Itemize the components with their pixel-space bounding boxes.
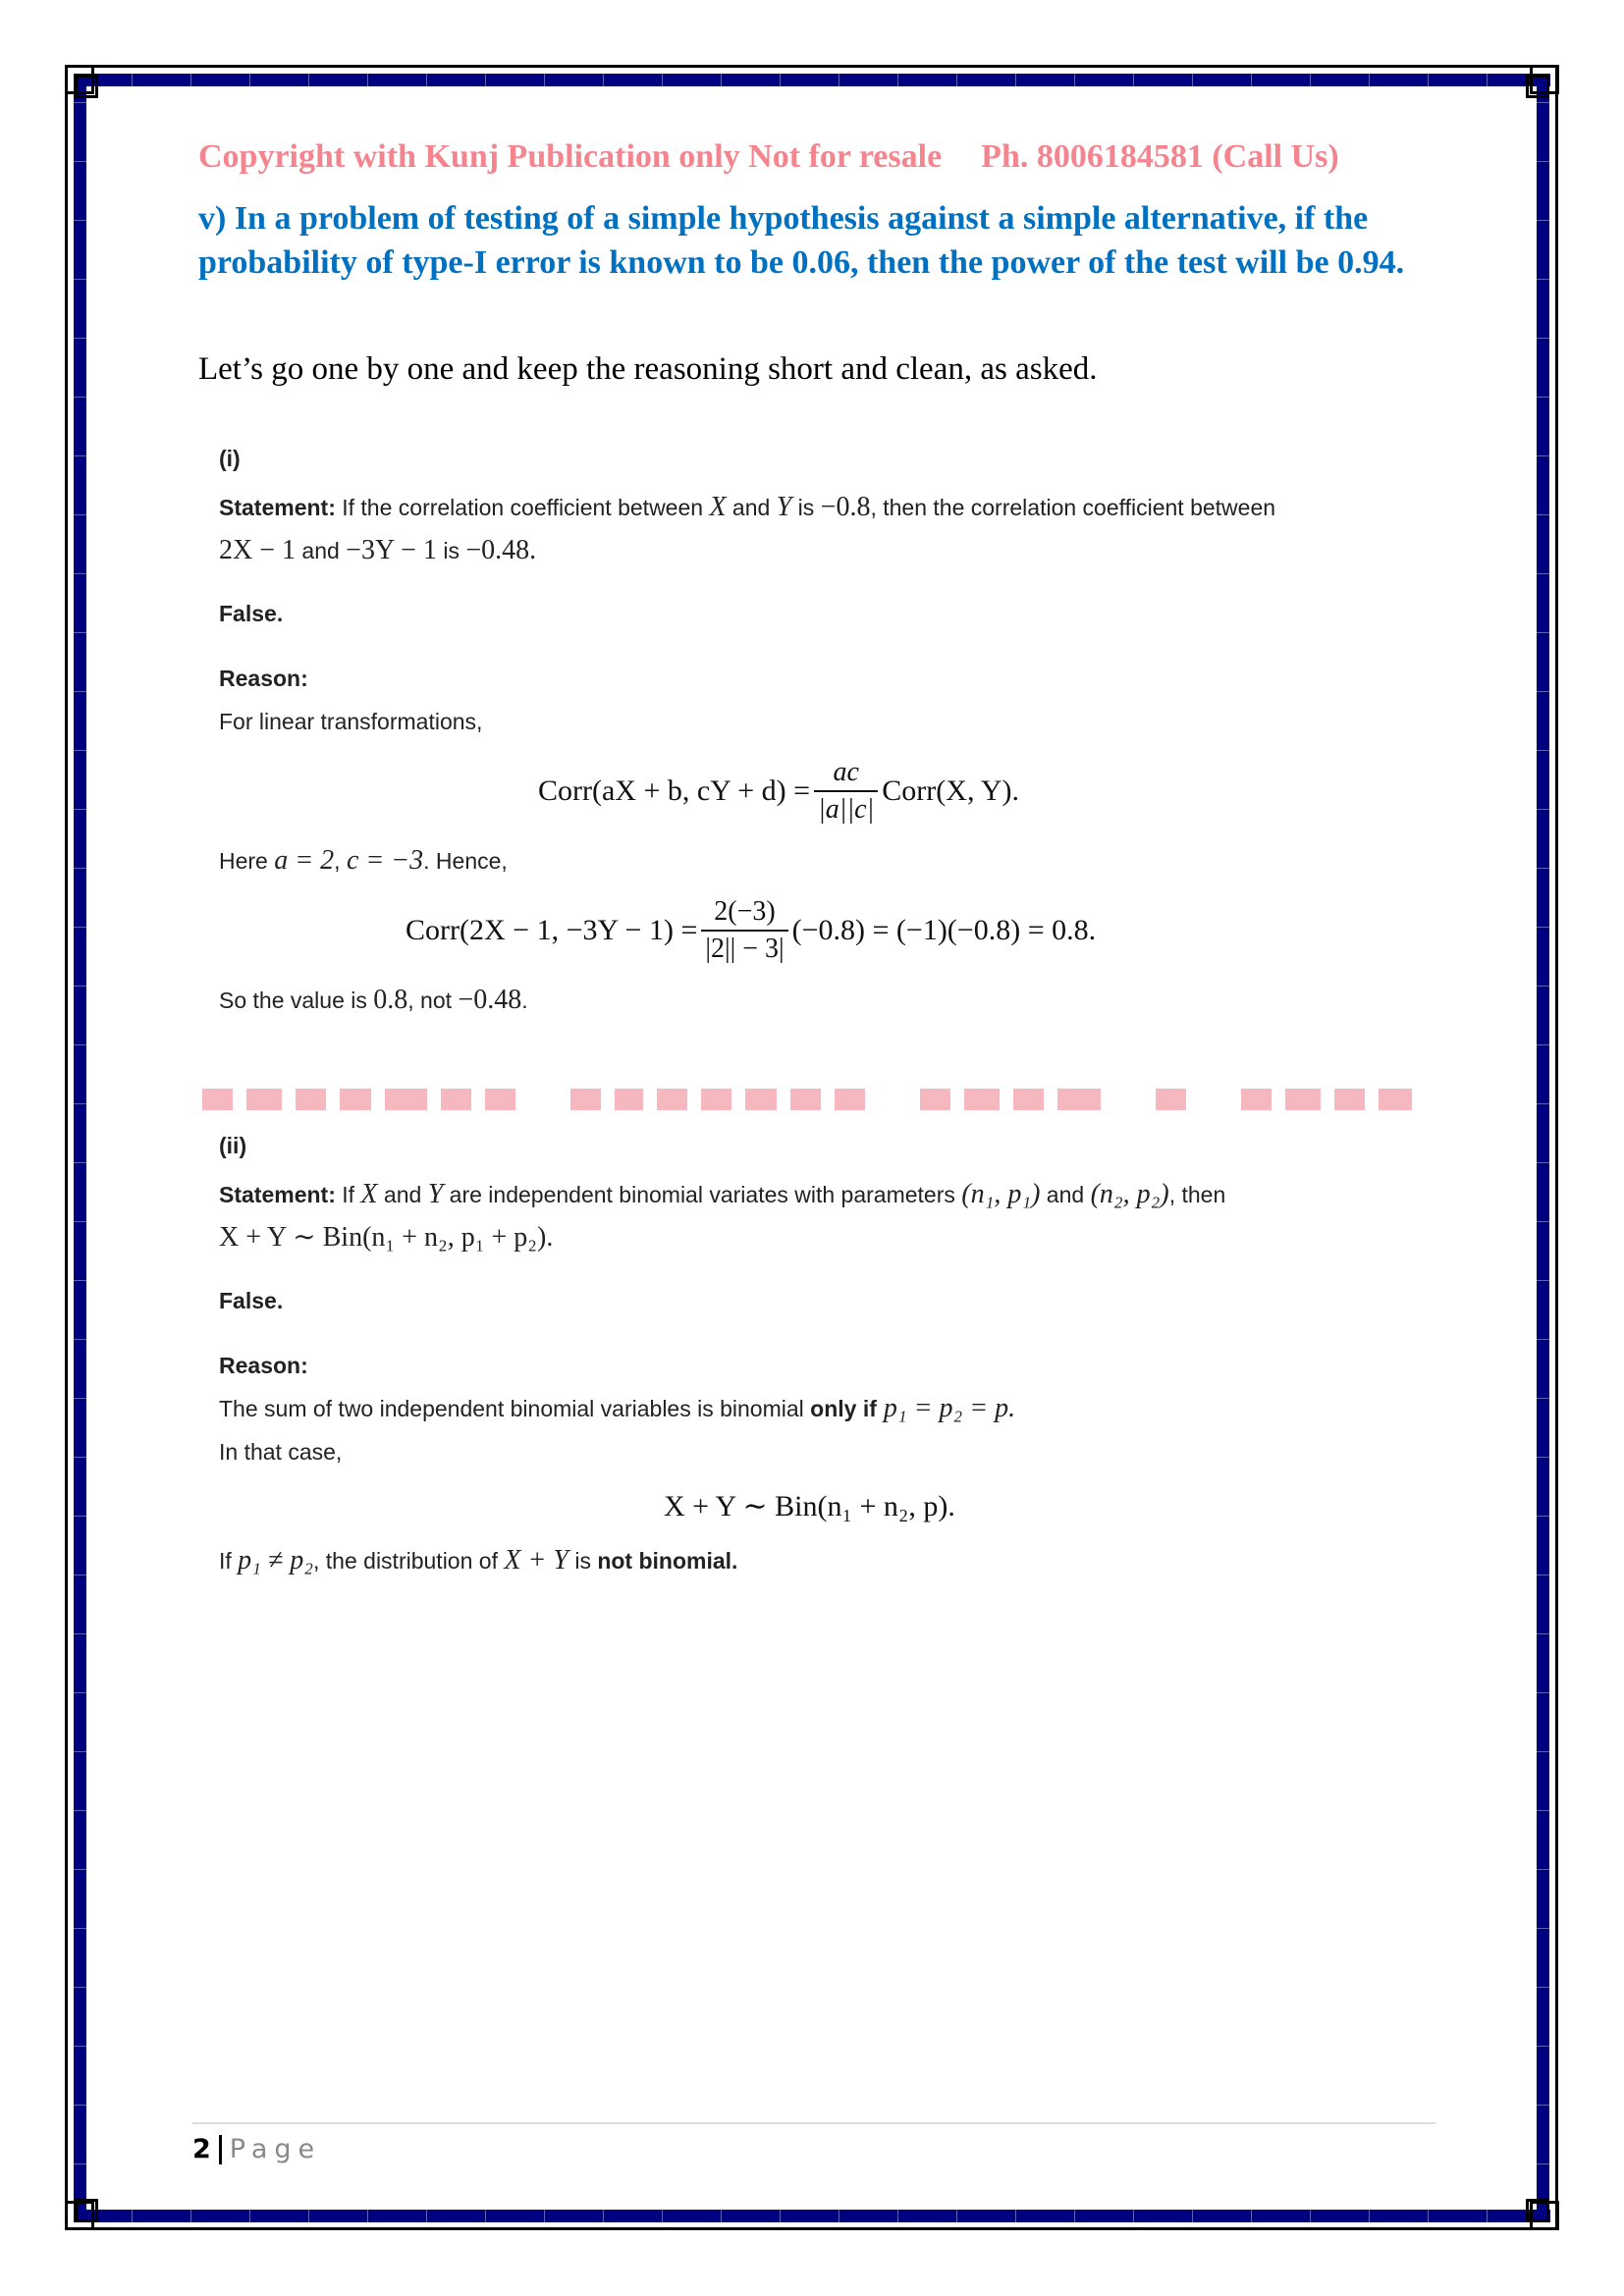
- part-ii-case-intro: In that case,: [219, 1439, 343, 1465]
- border-outer-left: [65, 66, 68, 2229]
- border-outer-top: [66, 65, 1558, 68]
- emphasis-text: not binomial.: [597, 1548, 738, 1574]
- fraction-numerator: 2(−3): [714, 896, 776, 927]
- math-value: a = 2: [274, 845, 335, 876]
- page-number: 2: [192, 2134, 211, 2164]
- text: Here: [219, 848, 275, 874]
- watermark-slice: [570, 1089, 601, 1110]
- part-ii-reason: [219, 1387, 1446, 1430]
- binomial-formula: [664, 1489, 1446, 1523]
- math-value: −0.48: [458, 985, 522, 1015]
- corner-ornament-top-right-inner: [1526, 75, 1549, 98]
- statement-text: , then: [1168, 1182, 1226, 1207]
- math-expression: −3Y − 1: [346, 535, 437, 565]
- border-bar-right: [1537, 74, 1549, 2222]
- border-bar-top: [74, 74, 1550, 86]
- footer-separator: [219, 2135, 222, 2164]
- math-var: Y: [427, 1179, 444, 1209]
- part-i-statement: [219, 486, 1446, 572]
- copyright-header: [198, 137, 1475, 177]
- correlation-formula: [538, 757, 1446, 826]
- fraction-denominator: |a||c|: [814, 790, 878, 826]
- math-expression: p₁ ≠ p₂: [238, 1545, 314, 1575]
- watermark-slice: [296, 1089, 326, 1110]
- part-i-reason-label: Reason:: [219, 666, 308, 691]
- part-ii-statement: [219, 1173, 1446, 1259]
- calculation-formula: [406, 896, 1446, 965]
- math-var: X: [360, 1179, 378, 1209]
- text: .: [521, 988, 528, 1013]
- text: is: [568, 1548, 598, 1574]
- part-ii-label: (ii): [219, 1133, 247, 1158]
- watermark-slice: [1241, 1089, 1272, 1110]
- text: The sum of two independent binomial variables is binomial: [219, 1396, 811, 1421]
- corner-ornament-bottom-right-inner: [1526, 2199, 1549, 2222]
- statement-text: and: [1040, 1182, 1091, 1207]
- part-i-here-line: [219, 839, 1446, 882]
- watermark-slice: [246, 1089, 282, 1110]
- watermark-slice: [790, 1089, 821, 1110]
- statement-text: is: [791, 495, 821, 520]
- watermark-slice: [340, 1089, 370, 1110]
- watermark-slice: [385, 1089, 427, 1110]
- math-expression: p₁ = p₂ = p.: [876, 1393, 1016, 1423]
- statement-label: Statement:: [219, 1182, 336, 1207]
- watermark-slice: [202, 1089, 233, 1110]
- page-label: Page: [229, 2134, 322, 2164]
- fraction-denominator: |2|| − 3|: [701, 930, 787, 965]
- punctuation: .: [529, 535, 537, 565]
- question-heading: v) In a problem of testing of a simple hypothesis against a simple alternative, if the probability of type-I error is known to be 0.06, then the power of the test will be 0.94.: [198, 200, 1405, 281]
- math-value: 0.8: [373, 985, 408, 1015]
- part-i-verdict: False.: [219, 601, 284, 626]
- footer-divider: [192, 2122, 1435, 2124]
- text: So the value is: [219, 988, 374, 1013]
- part-i-label: (i): [219, 446, 241, 471]
- watermark-slice: [1334, 1089, 1365, 1110]
- watermark-slice: [879, 1089, 906, 1110]
- formula-fraction: [701, 896, 787, 965]
- math-expression: X + Y ∼ Bin(n₁ + n₂, p₁ + p₂).: [219, 1222, 554, 1253]
- intro-text: Let’s go one by one and keep the reasoning short and clean, as asked.: [198, 351, 1098, 387]
- watermark-slice: [701, 1089, 731, 1110]
- part-ii-section: [219, 1124, 1446, 1582]
- statement-label: Statement:: [219, 495, 336, 520]
- math-value: c = −3: [346, 845, 424, 876]
- watermark-slice: [529, 1089, 557, 1110]
- text: , the distribution of: [313, 1548, 505, 1574]
- watermark-slice: [1114, 1089, 1142, 1110]
- watermark-slice: [441, 1089, 471, 1110]
- fraction-numerator: ac: [833, 757, 859, 787]
- watermark-slice: [835, 1089, 865, 1110]
- watermark-slice: [1013, 1089, 1044, 1110]
- watermark-band: [202, 1089, 1412, 1110]
- watermark-slice: [920, 1089, 950, 1110]
- border-bar-left: [74, 74, 86, 2222]
- statement-text: , then the correlation coefficient between: [870, 495, 1276, 520]
- math-expression: 2X − 1: [219, 535, 297, 565]
- statement-text: If: [335, 1182, 361, 1207]
- page-footer: [192, 2134, 321, 2164]
- math-value: −0.8: [820, 492, 871, 522]
- watermark-slice: [1379, 1089, 1412, 1110]
- watermark-slice: [1057, 1089, 1100, 1110]
- formula-rhs: Corr(X, Y).: [882, 774, 1019, 807]
- math-expression: (n₂, p₂): [1090, 1179, 1169, 1209]
- watermark-slice: [1285, 1089, 1321, 1110]
- watermark-slice: [657, 1089, 687, 1110]
- statement-text: is: [436, 538, 466, 563]
- text: , not: [407, 988, 459, 1013]
- watermark-slice: [1156, 1089, 1186, 1110]
- formula-lhs: Corr(aX + b, cY + d) =: [538, 774, 811, 807]
- statement-text: and: [726, 495, 777, 520]
- math-value: −0.48: [465, 535, 530, 565]
- border-bar-bottom: [74, 2210, 1550, 2222]
- statement-text: are independent binomial variates with parameters: [443, 1182, 962, 1207]
- phone-number: Ph. 8006184581 (Call Us): [981, 138, 1339, 175]
- math-expression: (n₁, p₁): [961, 1179, 1041, 1209]
- math-expression: X + Y: [504, 1545, 568, 1575]
- text: . Hence,: [423, 848, 508, 874]
- corner-ornament-top-left-inner: [75, 75, 98, 98]
- watermark-slice: [1200, 1089, 1227, 1110]
- part-i-reason-intro: For linear transformations,: [219, 709, 483, 734]
- watermark-slice: [615, 1089, 643, 1110]
- corner-ornament-bottom-left-inner: [75, 2199, 98, 2222]
- part-ii-final: [219, 1539, 1446, 1582]
- formula: X + Y ∼ Bin(n₁ + n₂, p).: [664, 1490, 955, 1522]
- statement-text: If the correlation coefficient between: [335, 495, 710, 520]
- part-i-conclusion: [219, 979, 1446, 1022]
- border-outer-bottom: [66, 2227, 1558, 2230]
- math-var: X: [709, 492, 727, 522]
- text: ,: [334, 848, 347, 874]
- watermark-slice: [745, 1089, 776, 1110]
- copyright-text: Copyright with Kunj Publication only Not for resale: [198, 138, 943, 175]
- part-ii-reason-label: Reason:: [219, 1353, 308, 1378]
- statement-text: and: [296, 538, 347, 563]
- watermark-slice: [485, 1089, 515, 1110]
- emphasis-text: only if: [810, 1396, 877, 1421]
- border-outer-right: [1555, 66, 1558, 2229]
- part-ii-verdict: False.: [219, 1288, 284, 1313]
- formula-fraction: [814, 757, 878, 826]
- part-i-section: [219, 437, 1446, 1022]
- math-var: Y: [776, 492, 792, 522]
- statement-text: and: [377, 1182, 428, 1207]
- formula-rhs: (−0.8) = (−1)(−0.8) = 0.8.: [791, 914, 1097, 946]
- text: If: [219, 1548, 239, 1574]
- watermark-slice: [964, 1089, 1000, 1110]
- formula-lhs: Corr(2X − 1, −3Y − 1) =: [406, 914, 698, 946]
